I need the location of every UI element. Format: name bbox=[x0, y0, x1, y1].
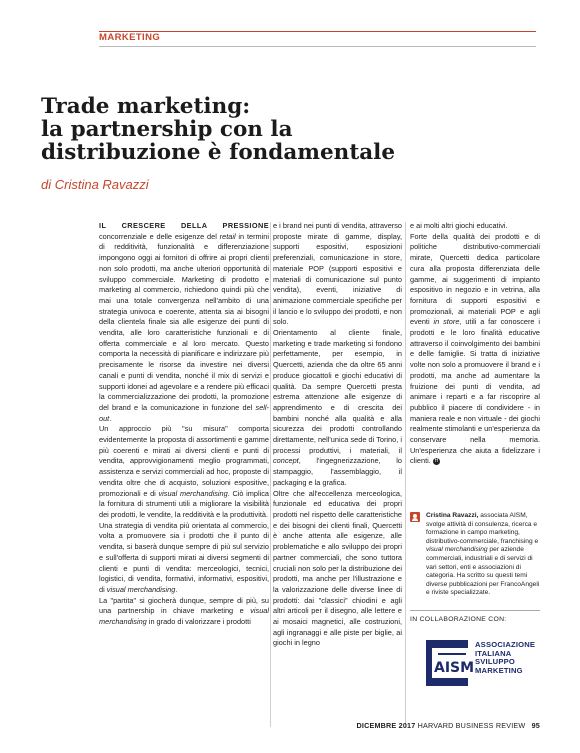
paragraph: Forte della qualità dei prodotti e di politiche distributivo-commerciali mirate, Quercetti dedica particolare cura alla proposta differenziata delle gamme, ai suggerimenti di impianto espositivo in negozio e in vetrina, alla fornitura di supporti espositivi e promozionali, ai materiali POP e agli eventi in store, utili a far conoscere i prodotti e le loro finalità educative attraverso il coinvolgimento dei bambini e delle famiglie. Si tratta di iniziative volte non solo a promuovere il brand e i prodotti, ma anche ad aumentare la fruizione dei punti di vendita, ad animare i reparti e a far riscoprire al pubblico il piacere di condividere - in maniera reale e non virtuale - dei giochi realmente stimolanti e un'esperienza da conservare nella memoria. Un'esperienza che aiuta a fidelizzare i clienti. H bbox=[410, 231, 540, 466]
paragraph: Un approccio più "su misura" comporta evidentemente la proposta di assortimenti e gamme più coerenti e mirati ai diversi clienti e punti di vendita, approvvigionamenti meglio programmati, assistenza e servizi commerciali ad hoc, proposte di vendita oltre che di acquisto, soluzioni espositive, promozionali e di visual merchandising. Ciò implica la fornitura di strumenti utili a migliorare la visibilità dei prodotti, le vendite, la redditività e la produttività. bbox=[99, 424, 269, 519]
footer-issue: DICEMBRE 2017 bbox=[356, 721, 416, 730]
title-line-1: Trade marketing: bbox=[41, 94, 251, 119]
article-title bbox=[41, 95, 461, 164]
page-number: 95 bbox=[531, 721, 540, 730]
paragraph: Orientamento al cliente finale, marketing e trade marketing si fondono perfettamente, per esempio, in Quercetti, azienda che da oltre 65 anni produce giocattoli e giochi educativi di qualità. Da sempre Quercetti presta estrema attenzione alle esigenze di apprendimento e di crescita dei bambini nonché alla qualità e alla sicurezza dei prodotti controllando direttamente, nell'unica sede di Torino, i processi produttivi, i materiali, il concept, l'ingegnerizzazione, lo stampaggio, l'assemblaggio, il packaging e la grafica. bbox=[273, 328, 402, 487]
author-name: Cristina Ravazzi, bbox=[426, 512, 479, 519]
paragraph: IL CRESCERE DELLA PRESSIONE concorrenziale e delle esigenze del retail in termini di redditività, funzionalità e differenziazione impongono oggi ai fornitori di offrire ai propri clienti non solo prodotti, ma anche ulteriori opportunità di sviluppo commerciale. Marketing di prodotto e marketing al commercio, richiedono quindi più che mai una totale convergenza nell'ambito di una strategia univoca e coerente, attenta sia ai bisogni della clientela finale sia alle esigenze dei punti di vendita, alle loro caratteristiche funzionali e di offerta commerciale e al loro mercato. Questo comporta la necessità di pianificare e indirizzare più precisamente le risorse da investire nei diversi canali e punti di vendita, nonché il mix di servizi e supporti idonei ad agevolare e a rendere più efficaci la commercializzazione dei prodotti, la promozione del brand e la comunicazione in funzione del sell-out. bbox=[99, 221, 269, 423]
collab-rule bbox=[410, 610, 540, 611]
author-bio: Cristina Ravazzi, associata AISM, svolge attività di consulenza, ricerca e formazione in campo marketing, distributivo-commerciale, franchising e visual merchandising per aziende commerciali, industriali e di servizi di vari settori, enti e associazioni di categoria. Ha scritto su questi temi diverse pubblicazioni per FrancoAngeli e riviste specializzate. bbox=[426, 512, 540, 597]
paragraph: Una strategia di vendita più orientata al commercio, volta a promuovere sia i prodotti che il punto di vendita, si baserà dunque sempre di più sul servizio e sull'offerta di supporti mirati ai diversi segmenti di clienti e punti di vendita: merceologici, tecnici, logistici, di vendita, formativi, informativi, espositivi, di visual merchandising. bbox=[99, 520, 269, 594]
logo-wordmark: ASSOCIAZIONE ITALIANA SVILUPPO MARKETING bbox=[475, 640, 536, 675]
end-mark-icon: H bbox=[434, 458, 439, 465]
text-column-1 bbox=[99, 221, 269, 628]
author-person-icon bbox=[410, 512, 420, 522]
column-divider bbox=[405, 222, 406, 727]
column-divider bbox=[270, 222, 271, 727]
section-rule bbox=[99, 46, 536, 47]
title-line-2: la partnership con la bbox=[41, 117, 293, 142]
paragraph: e ai molti altri giochi educativi. bbox=[410, 221, 508, 230]
paragraph: e i brand nei punti di vendita, attraverso proposte mirate di gamme, display, supporti espositivi, esposizioni preferenziali, comunicazione in store, materiale POP (supporti espositivi e materiali di comunicazione sul punto vendita), eventi, iniziative di animazione commerciale specifiche per il lancio e lo sviluppo dei prodotti, e non solo. bbox=[273, 221, 402, 327]
top-rule bbox=[99, 31, 536, 32]
author-box bbox=[410, 512, 540, 598]
lead-in: IL CRESCERE DELLA PRESSIONE bbox=[99, 221, 269, 230]
text-column-3 bbox=[410, 221, 540, 467]
footer-magazine: HARVARD BUSINESS REVIEW bbox=[417, 721, 526, 730]
paragraph: La "partita" si giocherà dunque, sempre di più, su una partnership in chiave marketing e visual merchandising in grado di valorizzare i prodotti bbox=[99, 595, 269, 627]
collab-label: IN COLLABORAZIONE CON: bbox=[410, 616, 507, 623]
paragraph: Oltre che all'eccellenza merceologica, funzionale ed educativa dei propri prodotti nel rispetto delle caratteristiche e dei bisogni dei clienti finali, Quercetti è anche attenta alle esigenze, alle problematiche e allo sviluppo dei propri partner commerciali, che sono tuttora cruciali non solo per la distribuzione dei prodotti, ma anche per l'illustrazione e la valorizzazione delle diverse linee di prodotti: dai "classici" chiodini e agli altri articoli per il disegno, alle lettere e ai mosaici magnetici, alle costruzioni, agli ingranaggi e alle piste per biglie, ai giochi in legno bbox=[273, 488, 402, 648]
section-label: MARKETING bbox=[99, 32, 161, 43]
page-footer bbox=[356, 721, 540, 730]
logo-mark: AISM bbox=[434, 660, 475, 676]
title-line-3: distribuzione è fondamentale bbox=[41, 140, 396, 165]
text-column-2 bbox=[273, 221, 402, 649]
byline: di Cristina Ravazzi bbox=[41, 177, 149, 192]
